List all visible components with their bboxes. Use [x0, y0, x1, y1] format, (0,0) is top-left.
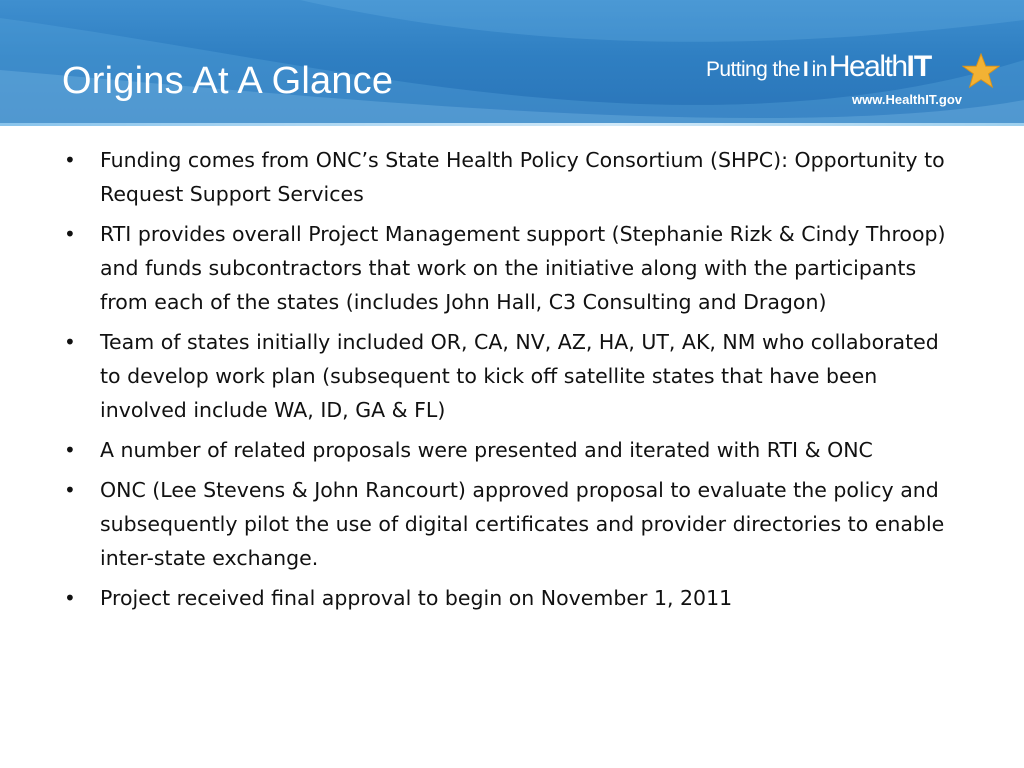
logo-url: www.HealthIT.gov [852, 92, 963, 107]
bullet-text: ONC (Lee Stevens & John Rancourt) approved proposal to evaluate the policy and subsequently pilot the use of digital certificates and provider directories to enable inter-state exchange. [100, 478, 945, 570]
bullet-dot-icon: • [64, 586, 76, 610]
bullet-item [62, 433, 962, 467]
bullet-list [62, 143, 962, 621]
logo-connector: in [811, 58, 827, 81]
bullet-item [62, 217, 962, 319]
bullet-text: Funding comes from ONC’s State Health Policy Consortium (SHPC): Opportunity to Request Support Services [100, 148, 945, 206]
bullet-item [62, 581, 962, 615]
logo-letter-i: I [802, 58, 809, 81]
logo-prefix: Putting the [706, 58, 800, 81]
bullet-item [62, 325, 962, 427]
star-icon [962, 53, 1000, 89]
healthit-logo [706, 50, 1006, 112]
bullet-text: Team of states initially included OR, CA, NV, AZ, HA, UT, AK, NM who collaborated to develop work plan (subsequent to kick off satellite states that have been involved include WA, ID, GA & FL) [100, 330, 939, 422]
logo-health: Health [828, 50, 907, 83]
header-divider [0, 123, 1024, 126]
bullet-item [62, 143, 962, 211]
bullet-dot-icon: • [64, 148, 76, 172]
bullet-dot-icon: • [64, 478, 76, 502]
bullet-dot-icon: • [64, 222, 76, 246]
bullet-text: Project received final approval to begin on November 1, 2011 [100, 586, 733, 610]
bullet-item [62, 473, 962, 575]
slide-title: Origins At A Glance [62, 60, 394, 102]
logo-wordmark [706, 50, 931, 84]
bullet-dot-icon: • [64, 438, 76, 462]
bullet-dot-icon: • [64, 330, 76, 354]
logo-it: IT [906, 50, 932, 83]
bullet-text: A number of related proposals were presented and iterated with RTI & ONC [100, 438, 873, 462]
bullet-text: RTI provides overall Project Management support (Stephanie Rizk & Cindy Throop) and funds subcontractors that work on the initiative along with the participants from each of the states (includes John Hall, C3 Consulting and Dragon) [100, 222, 946, 314]
